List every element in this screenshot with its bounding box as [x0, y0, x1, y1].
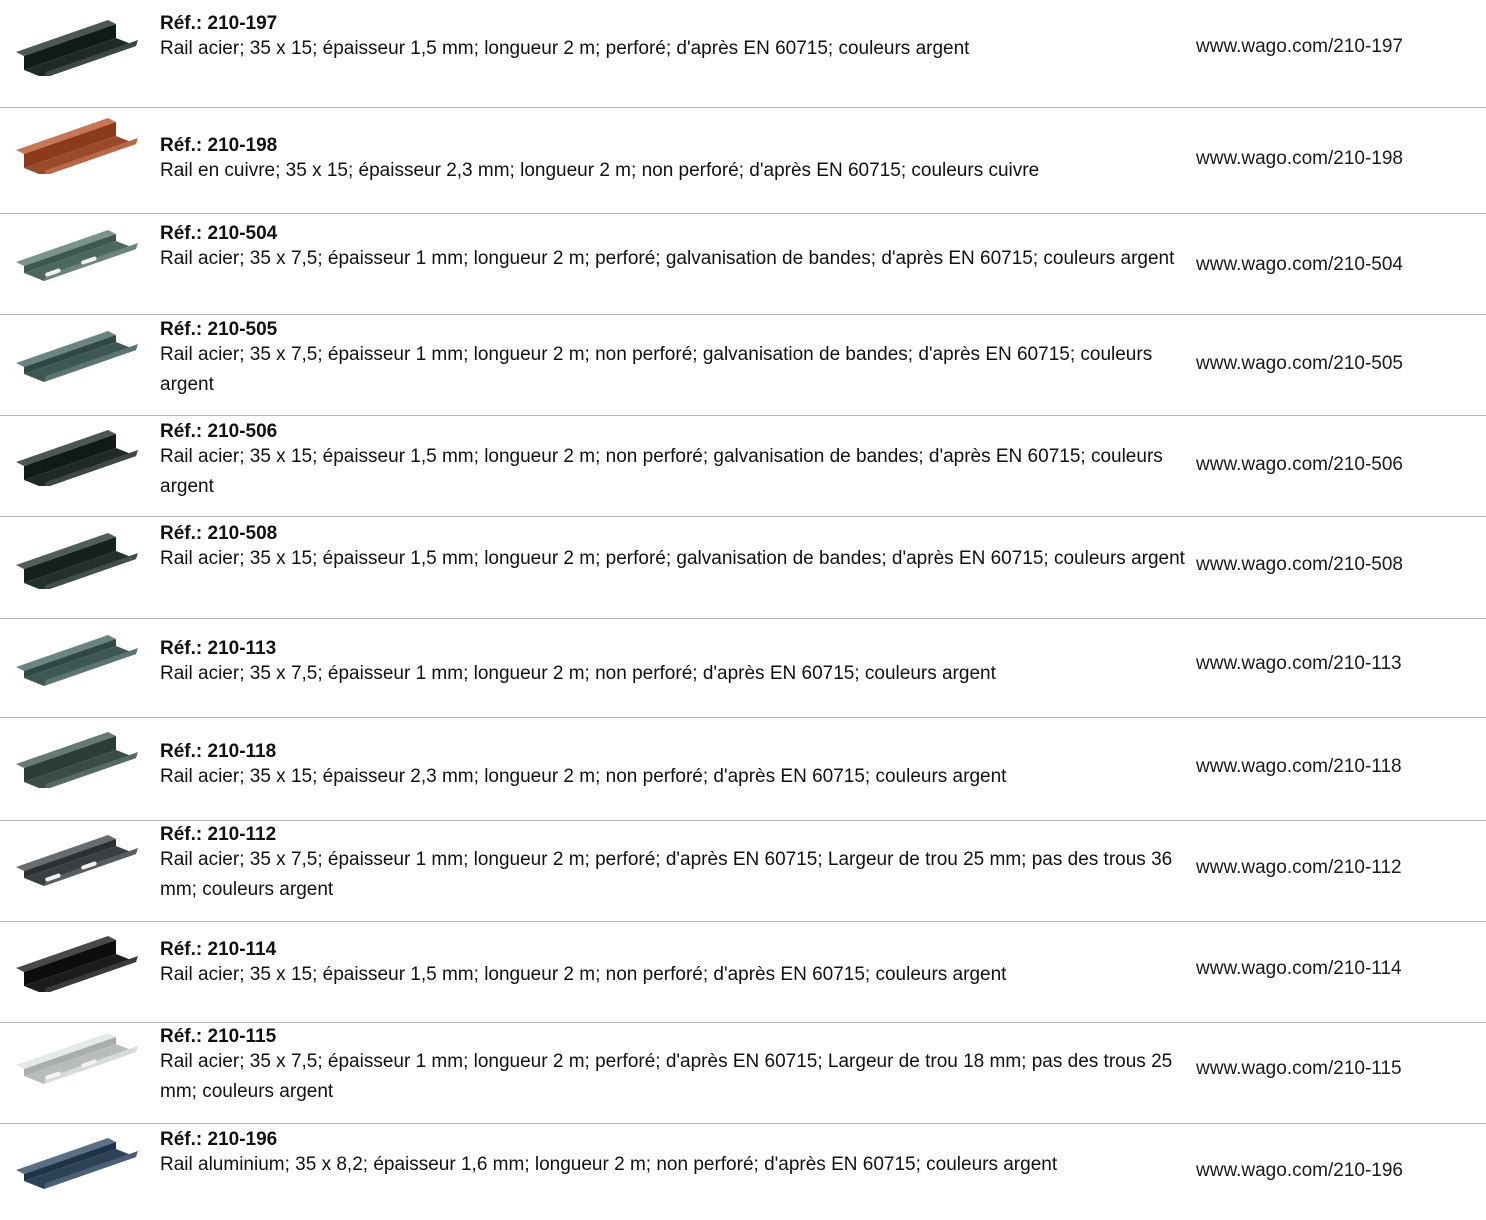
product-image — [12, 1132, 142, 1194]
slotted-rail-icon — [12, 829, 142, 891]
product-ref: Réf.: 210-113 — [160, 638, 277, 659]
product-image — [12, 14, 142, 76]
product-ref: Réf.: 210-198 — [160, 135, 278, 156]
product-row — [0, 416, 1486, 517]
product-image — [12, 527, 142, 589]
product-link[interactable]: www.wago.com/210-508 — [1196, 554, 1403, 575]
product-image — [12, 325, 142, 387]
product-ref: Réf.: 210-508 — [160, 523, 278, 544]
product-ref: Réf.: 210-197 — [160, 13, 278, 34]
product-row — [0, 922, 1486, 1023]
product-image — [12, 726, 142, 788]
product-row — [0, 1023, 1486, 1124]
product-ref: Réf.: 210-506 — [160, 421, 278, 442]
product-image — [12, 224, 142, 286]
product-ref: Réf.: 210-112 — [160, 824, 277, 845]
product-image — [12, 1027, 142, 1089]
dark-deep-rail-icon — [12, 930, 142, 992]
product-link[interactable]: www.wago.com/210-118 — [1196, 756, 1402, 777]
product-ref: Réf.: 210-114 — [160, 939, 277, 960]
product-ref: Réf.: 210-118 — [160, 741, 277, 762]
slotted-rail-icon — [12, 224, 142, 286]
flat-rail-icon — [12, 629, 142, 691]
product-row — [0, 517, 1486, 619]
product-row — [0, 718, 1486, 821]
dark-deep-rail-icon — [12, 14, 142, 76]
product-description: Rail acier; 35 x 7,5; épaisseur 1 mm; longueur 2 m; perforé; galvanisation de bandes; d'après EN 60715; couleurs argent — [160, 248, 1175, 269]
product-link[interactable]: www.wago.com/210-198 — [1196, 148, 1403, 169]
deep-rail-icon — [12, 726, 142, 788]
product-description: Rail en cuivre; 35 x 15; épaisseur 2,3 mm; longueur 2 m; non perforé; d'après EN 60715; couleurs cuivre — [160, 160, 1040, 181]
product-row — [0, 214, 1486, 315]
product-link[interactable]: www.wago.com/210-506 — [1196, 454, 1403, 475]
product-link[interactable]: www.wago.com/210-115 — [1196, 1058, 1402, 1079]
product-description: Rail acier; 35 x 7,5; épaisseur 1 mm; longueur 2 m; perforé; d'après EN 60715; Largeur de trou 18 mm; pas des trous 25 mm; couleurs argent — [160, 1051, 1173, 1102]
product-description: Rail acier; 35 x 15; épaisseur 1,5 mm; longueur 2 m; non perforé; galvanisation de bandes; d'après EN 60715; couleurs argent — [160, 446, 1163, 497]
dark-deep-rail-icon — [12, 424, 142, 486]
product-row — [0, 821, 1486, 922]
product-description: Rail acier; 35 x 7,5; épaisseur 1 mm; longueur 2 m; non perforé; galvanisation de bandes; d'après EN 60715; couleurs argent — [160, 344, 1153, 395]
product-link[interactable]: www.wago.com/210-197 — [1196, 36, 1403, 57]
product-image — [12, 424, 142, 486]
copper-rail-icon — [12, 112, 142, 174]
product-image — [12, 829, 142, 891]
product-image — [12, 112, 142, 174]
product-description: Rail acier; 35 x 15; épaisseur 1,5 mm; longueur 2 m; non perforé; d'après EN 60715; couleurs argent — [160, 964, 1007, 985]
product-image — [12, 629, 142, 691]
light-slotted-rail-icon — [12, 1027, 142, 1089]
flat-rail-icon — [12, 1132, 142, 1194]
product-link[interactable]: www.wago.com/210-196 — [1196, 1160, 1403, 1181]
product-ref: Réf.: 210-115 — [160, 1026, 277, 1047]
flat-rail-icon — [12, 325, 142, 387]
dark-deep-rail-icon — [12, 527, 142, 589]
product-ref: Réf.: 210-504 — [160, 223, 278, 244]
product-ref: Réf.: 210-196 — [160, 1129, 278, 1150]
product-ref: Réf.: 210-505 — [160, 319, 278, 340]
product-row — [0, 108, 1486, 214]
product-link[interactable]: www.wago.com/210-504 — [1196, 254, 1403, 275]
product-link[interactable]: www.wago.com/210-113 — [1196, 653, 1402, 674]
product-description: Rail acier; 35 x 15; épaisseur 1,5 mm; longueur 2 m; perforé; d'après EN 60715; couleurs argent — [160, 38, 970, 59]
product-description: Rail acier; 35 x 15; épaisseur 2,3 mm; longueur 2 m; non perforé; d'après EN 60715; couleurs argent — [160, 766, 1007, 787]
product-row — [0, 619, 1486, 718]
product-description: Rail acier; 35 x 15; épaisseur 1,5 mm; longueur 2 m; perforé; galvanisation de bandes; d'après EN 60715; couleurs argent — [160, 548, 1185, 569]
product-link[interactable]: www.wago.com/210-112 — [1196, 857, 1402, 878]
product-link[interactable]: www.wago.com/210-505 — [1196, 353, 1403, 374]
product-row — [0, 315, 1486, 416]
product-link[interactable]: www.wago.com/210-114 — [1196, 958, 1402, 979]
product-row — [0, 1124, 1486, 1220]
product-description: Rail acier; 35 x 7,5; épaisseur 1 mm; longueur 2 m; perforé; d'après EN 60715; Largeur de trou 25 mm; pas des trous 36 mm; couleurs argent — [160, 849, 1173, 900]
product-image — [12, 930, 142, 992]
product-description: Rail acier; 35 x 7,5; épaisseur 1 mm; longueur 2 m; non perforé; d'après EN 60715; couleurs argent — [160, 663, 996, 684]
product-description: Rail aluminium; 35 x 8,2; épaisseur 1,6 mm; longueur 2 m; non perforé; d'après EN 60715; couleurs argent — [160, 1154, 1058, 1175]
product-row — [0, 0, 1486, 108]
